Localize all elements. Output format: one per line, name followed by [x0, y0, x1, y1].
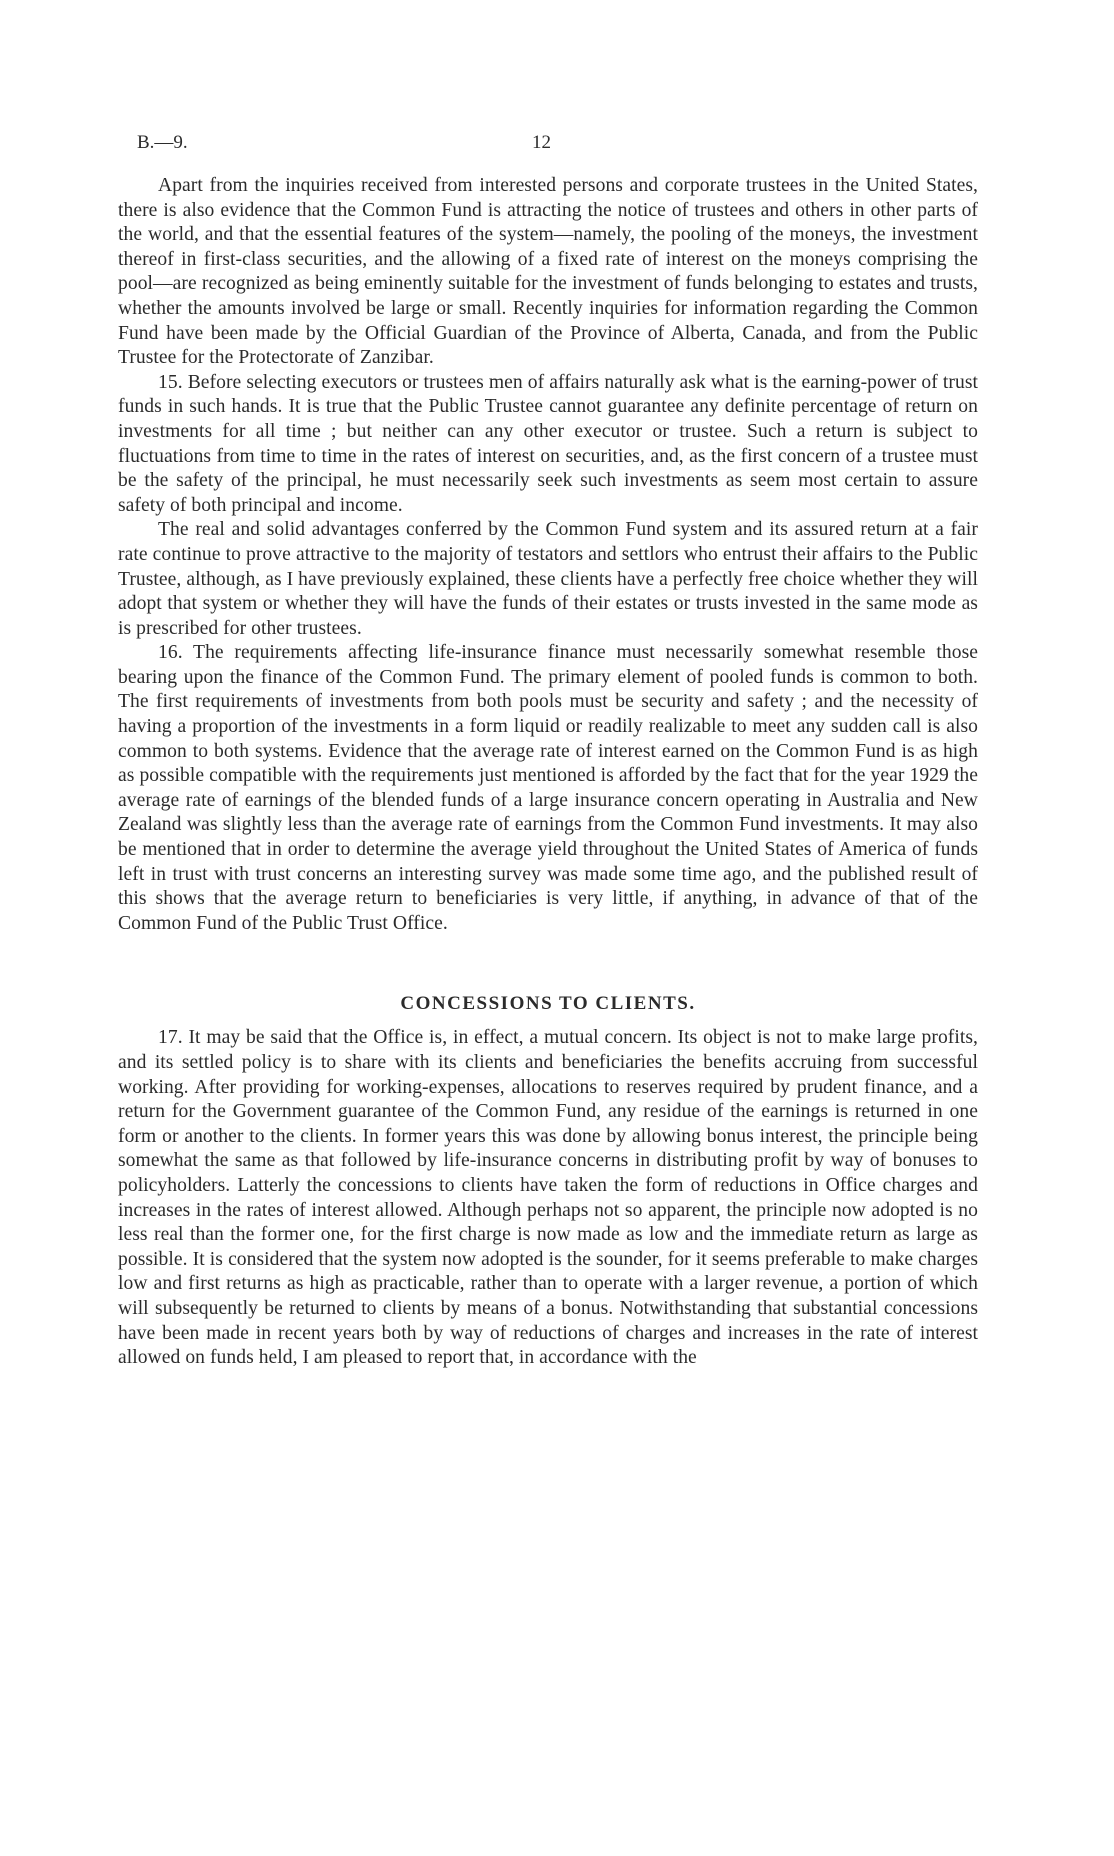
section-heading: CONCESSIONS TO CLIENTS. — [400, 993, 696, 1015]
body-text — [118, 174, 978, 1371]
document-reference: B.—9. — [137, 132, 188, 153]
page-number: 12 — [532, 132, 551, 153]
paragraph-common-fund-advantages: The real and solid advantages conferred by the Common Fund system and its assured return at a fair rate continue to prove attractive to the majority of testators and settlors who entrust their affairs to the Public Trustee, although, as I have previously explained, these clients have a perfectly free choice whether they will adopt that system or whether they will have the funds of their estates or trusts invested in the same mode as is prescribed for other trustees. — [118, 519, 978, 639]
paragraph-16-life-insurance: 16. The requirements affecting life-insurance finance must necessarily somewhat resemble those bearing upon the finance of the Common Fund. The primary element of pooled funds is common to both. The first requirements of investments from both pools must be security and safety ; and the necessity of having a proportion of the investments in a form liquid or readily realizable to meet any sudden call is also common to both systems. Evidence that the average rate of interest earned on the Common Fund is as high as possible compatible with the requirements just mentioned is afforded by the fact that for the year 1929 the average rate of earnings of the blended funds of a large insurance concern operating in Australia and New Zealand was slightly less than the average rate of earnings from the Common Fund investments. It may also be mentioned that in order to determine the average yield throughout the United States of America of funds left in trust with trust concerns an interesting survey was made some time ago, and the published result of this shows that the average return to beneficiaries is very little, if anything, in advance of that of the Common Fund of the Public Trust Office. — [118, 642, 978, 934]
paragraph-17-mutual-concern: 17. It may be said that the Office is, in effect, a mutual concern. Its object is not to make large profits, and its settled policy is to share with its clients and beneficiaries the benefits accruing from successful working. After providing for working-expenses, allocations to reserves required by prudent finance, and a return for the Government guarantee of the Common Fund, any residue of the earnings is returned in one form or another to the clients. In former years this was done by allowing bonus interest, the principle being somewhat the same as that followed by life-insurance concerns in distributing profit by way of bonuses to policyholders. Latterly the concessions to clients have taken the form of reductions in Office charges and increases in the rates of interest allowed. Although perhaps not so apparent, the principle now adopted is no less real than the former one, for the first charge is now made as low and the immediate return as large as possible. It is considered that the system now adopted is the sounder, for it seems preferable to make charges low and first returns as high as practicable, rather than to operate with a larger revenue, a portion of which will subsequently be returned to clients by means of a bonus. Notwithstanding that substantial concessions have been made in recent years both by way of reductions of charges and increases in the rate of interest allowed on funds held, I am pleased to report that, in accordance with the — [118, 1027, 978, 1369]
page-header — [137, 132, 977, 160]
paragraph-15-earning-power: 15. Before selecting executors or trustees men of affairs naturally ask what is the earning-power of trust funds in such hands. It is true that the Public Trustee cannot guarantee any definite percentage of return on investments for all time ; but neither can any other executor or trustee. Such a return is subject to fluctuations from time to time in the rates of interest on securities, and, as the first concern of a trustee must be the safety of the principal, he must necessarily seek such investments as seem most certain to assure safety of both principal and income. — [118, 371, 978, 516]
paragraph-common-fund-inquiries: Apart from the inquiries received from interested persons and corporate trustees in the United States, there is also evidence that the Common Fund is attracting the notice of trustees and others in other parts of the world, and that the essential features of the system—namely, the pooling of the moneys, the investment thereof in first-class securities, and the allowing of a fixed rate of interest on the moneys comprising the pool—are recognized as being eminently suitable for the investment of funds belonging to estates and trusts, whether the amounts involved be large or small. Recently inquiries for information regarding the Common Fund have been made by the Official Guardian of the Province of Alberta, Canada, and from the Public Trustee for the Protectorate of Zanzibar. — [118, 175, 978, 369]
